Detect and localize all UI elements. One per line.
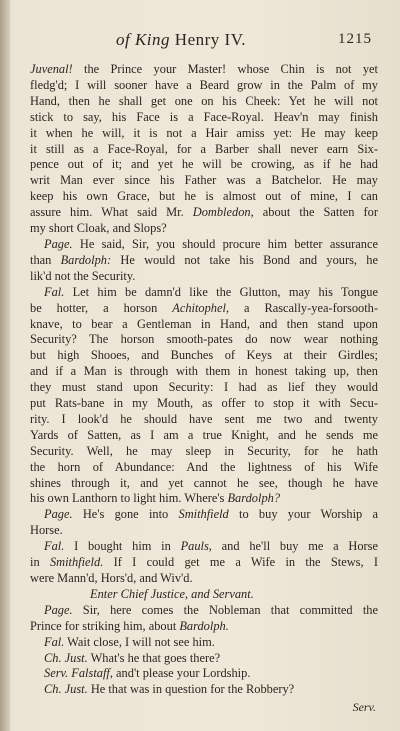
text-segment: to buy your Worship a bbox=[228, 507, 378, 522]
text-segment: the horn of Abundance: And the lightness of his Wife bbox=[30, 459, 378, 474]
italic-text: Page. bbox=[44, 602, 73, 617]
text-line bbox=[30, 619, 378, 635]
text-segment: Security? The horson smooth-pates do now wear nothing bbox=[30, 332, 378, 347]
text-line bbox=[30, 332, 378, 348]
text-line bbox=[30, 205, 378, 221]
italic-text: Fal. bbox=[44, 634, 65, 649]
italic-text: Achitophel, bbox=[172, 300, 230, 315]
text-segment: in bbox=[30, 555, 50, 570]
text-line bbox=[30, 364, 378, 380]
text-segment: I bought him in bbox=[64, 539, 181, 554]
text-segment: and if a Man is through with them in honest taking up, then bbox=[30, 364, 378, 379]
text-segment: they must stand upon Security: I had as lief they would bbox=[30, 380, 378, 395]
running-title-italic: of King bbox=[116, 30, 171, 49]
text-line bbox=[30, 682, 378, 698]
italic-text: Fal. bbox=[44, 539, 65, 554]
text-segment: a Rascally-yea-forsooth- bbox=[229, 300, 378, 315]
text-line bbox=[30, 635, 378, 651]
text-line bbox=[30, 571, 378, 587]
text-line bbox=[30, 94, 378, 110]
italic-text: Bardolph? bbox=[227, 491, 281, 506]
catchword: Serv. bbox=[352, 700, 376, 714]
body-text bbox=[30, 62, 378, 698]
text-line bbox=[30, 285, 378, 301]
text-segment: Sir, here comes the Nobleman that committed the bbox=[72, 602, 378, 617]
text-segment: knave, to bear a Gentleman in Hand, and then stand upon bbox=[30, 316, 378, 331]
text-segment: pence out of it; and yet he will be crowing, as if he had bbox=[30, 157, 378, 172]
text-line bbox=[30, 253, 378, 269]
italic-text: Ch. Just. bbox=[44, 650, 88, 665]
italic-text: Fal. bbox=[44, 284, 65, 299]
text-line bbox=[30, 412, 378, 428]
text-segment: stick to say, his Face is a Face-Royal. Heav'n may finish bbox=[30, 109, 378, 124]
italic-text: Dombledon, bbox=[192, 205, 254, 220]
italic-text: Page. bbox=[44, 507, 73, 522]
text-line bbox=[30, 476, 378, 492]
text-line bbox=[30, 142, 378, 158]
text-segment: and he'll buy me a Horse bbox=[211, 539, 378, 554]
page-header bbox=[0, 30, 400, 52]
text-line bbox=[30, 301, 378, 317]
text-segment: Wait close, I will not see him. bbox=[64, 634, 215, 649]
italic-text: Bardolph: bbox=[60, 252, 112, 267]
text-segment: What's he that goes there? bbox=[87, 650, 221, 665]
text-line bbox=[30, 110, 378, 126]
page-gutter bbox=[0, 0, 10, 731]
text-segment: it when he will, it is not a Hair amiss yet: He may keep bbox=[30, 125, 378, 140]
text-segment: Horse. bbox=[30, 523, 63, 538]
text-line bbox=[30, 221, 378, 237]
text-line bbox=[30, 587, 378, 603]
text-line bbox=[30, 62, 378, 78]
italic-text: Page. bbox=[44, 236, 73, 251]
text-segment: Let him be damn'd like the Glutton, may his Tongue bbox=[64, 284, 378, 299]
text-segment: his own Lanthorn to light him. Where's bbox=[30, 491, 228, 506]
text-line bbox=[30, 491, 378, 507]
running-title-rest: Henry IV. bbox=[170, 30, 247, 49]
text-segment: Hand, then he shall get one on his Cheek: Yet he will not bbox=[30, 93, 378, 108]
text-segment: be hotter, a horson bbox=[30, 300, 173, 315]
italic-text: Bardolph. bbox=[179, 618, 229, 633]
text-segment: fledg'd; I will sooner have a Beard grow in the Palm of my bbox=[30, 77, 378, 92]
text-line bbox=[30, 348, 378, 364]
text-segment: it still as a Face-Royal, for a Barber shall never earn Six- bbox=[30, 141, 378, 156]
text-line bbox=[30, 173, 378, 189]
text-line bbox=[30, 651, 378, 667]
text-line bbox=[30, 269, 378, 285]
text-segment: than bbox=[30, 252, 61, 267]
text-segment: Security. Well, he may sleep in Security, for he hath bbox=[30, 443, 378, 458]
italic-text: Smithfield bbox=[178, 507, 229, 522]
text-line bbox=[30, 157, 378, 173]
text-segment: about the Satten for bbox=[253, 205, 378, 220]
text-segment: put Rats-bane in my Mouth, as offer to stop it with Secu- bbox=[30, 396, 378, 411]
text-line bbox=[30, 380, 378, 396]
text-line bbox=[30, 460, 378, 476]
text-segment: He's gone into bbox=[72, 507, 179, 522]
text-segment: were Mann'd, Hors'd, and Wiv'd. bbox=[30, 571, 193, 585]
text-line bbox=[30, 507, 378, 523]
page-number: 1215 bbox=[338, 31, 372, 47]
text-line bbox=[30, 428, 378, 444]
running-title bbox=[116, 30, 246, 50]
text-segment: lik'd not the Security. bbox=[30, 268, 136, 283]
text-segment: If I could get me a Wife in the Stews, I bbox=[103, 555, 378, 570]
text-line bbox=[30, 189, 378, 205]
text-line bbox=[30, 396, 378, 412]
text-line bbox=[30, 126, 378, 142]
text-segment: but high Shooes, and Bunches of Keys at their Girdles; bbox=[30, 348, 378, 363]
text-segment: and't please your Lordship. bbox=[112, 666, 251, 681]
italic-text: Enter Chief Justice, and Servant. bbox=[90, 586, 254, 601]
text-line bbox=[30, 603, 378, 619]
text-line bbox=[30, 78, 378, 94]
text-line bbox=[30, 555, 378, 571]
italic-text: Ch. Just. bbox=[44, 682, 88, 697]
text-line bbox=[30, 523, 378, 539]
text-line bbox=[30, 237, 378, 253]
text-line bbox=[30, 444, 378, 460]
italic-text: Juvenal! bbox=[30, 62, 73, 76]
text-segment: Prince for striking him, about bbox=[30, 618, 180, 633]
text-line bbox=[30, 666, 378, 682]
text-segment: the Prince your Master! whose Chin is not yet bbox=[72, 62, 378, 76]
text-line bbox=[30, 539, 378, 555]
text-segment: shines through it, and yet cannot he see, though he have bbox=[30, 475, 378, 490]
text-segment: assure him. What said Mr. bbox=[30, 205, 193, 220]
text-segment: He said, Sir, you should procure him better assurance bbox=[72, 236, 378, 251]
text-segment: keep his own Grace, but he is almost out of mine, I can bbox=[30, 189, 378, 204]
text-segment: my short Cloak, and Slops? bbox=[30, 221, 167, 236]
italic-text: Smithfield. bbox=[49, 555, 104, 570]
italic-text: Pauls, bbox=[180, 539, 212, 554]
italic-text: Serv. Falstaff, bbox=[44, 666, 113, 681]
text-segment: He that was in question for the Robbery? bbox=[87, 682, 295, 697]
text-line bbox=[30, 317, 378, 333]
text-segment: rity. I look'd he should have sent me two and twenty bbox=[30, 411, 378, 426]
text-segment: He would not take his Bond and yours, he bbox=[111, 252, 378, 267]
text-segment: Yards of Satten, as I am a true Knight, and he sends me bbox=[30, 427, 378, 442]
text-segment: writ Man ever since his Father was a Batchelor. He may bbox=[30, 173, 378, 188]
